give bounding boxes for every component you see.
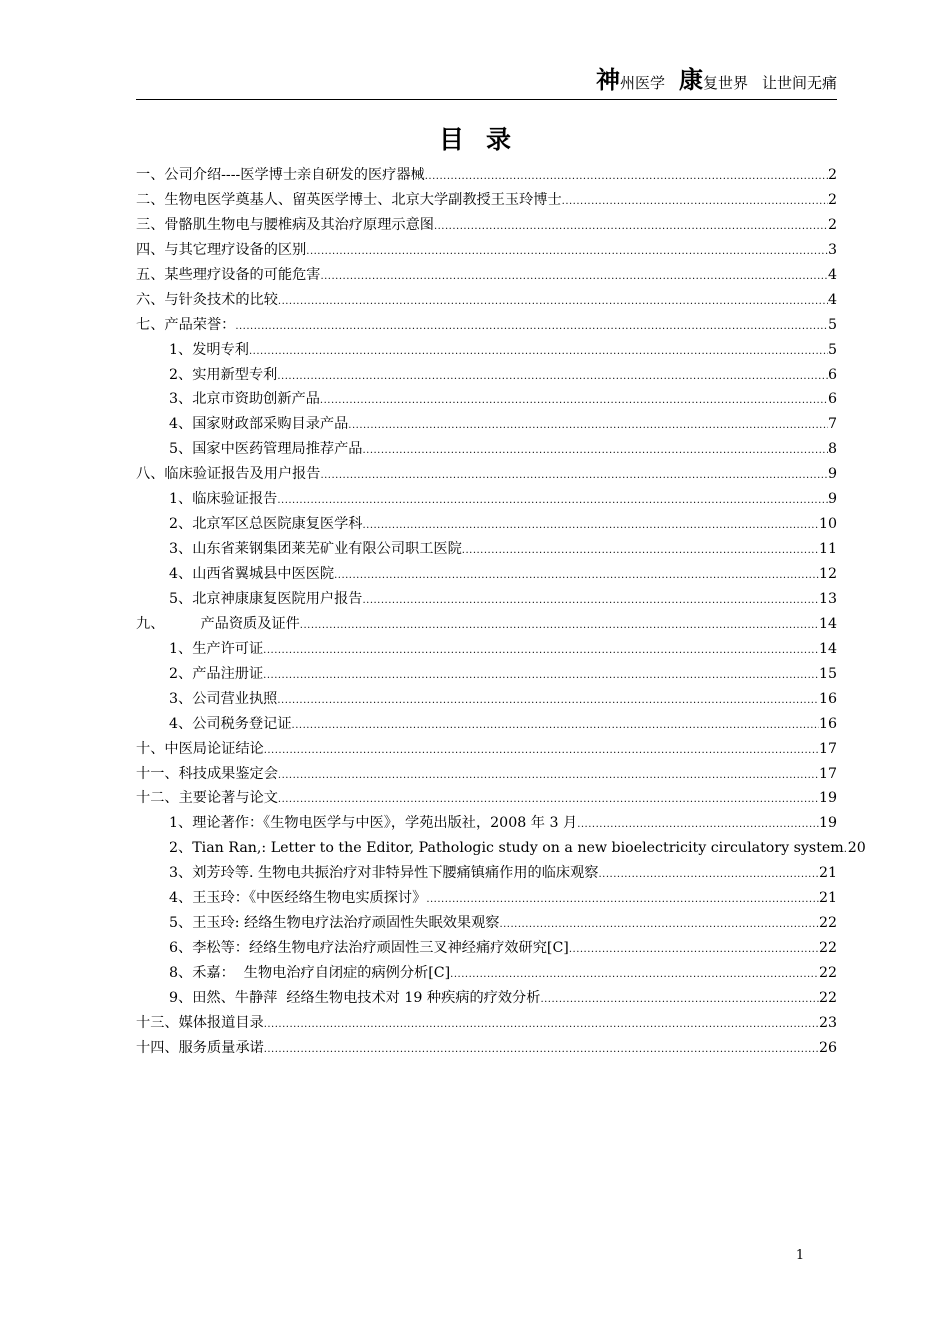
- toc-entry-title: 七、产品荣誉：: [136, 316, 236, 333]
- toc-entry-title: 1、理论著作：《生物电医学与中医》，学苑出版社，2008 年 3 月: [169, 815, 578, 832]
- toc-leader-dots: [263, 639, 819, 664]
- toc-leader-dots: [348, 414, 828, 439]
- toc-entry-page: 22: [818, 915, 837, 932]
- page-number: 1: [795, 1248, 805, 1263]
- toc-leader-dots: [277, 689, 819, 714]
- toc-leader-dots: [540, 988, 819, 1013]
- toc-entry-page: 7: [827, 416, 837, 433]
- toc-leader-dots: [300, 614, 819, 639]
- table-of-contents: [136, 163, 866, 1061]
- toc-entry-title: 六、与针灸技术的比较: [136, 291, 278, 308]
- toc-entry[interactable]: [136, 786, 837, 811]
- toc-entry-title: 8、禾嘉： 生物电治疗自闭症的病例分析[C]: [169, 965, 451, 981]
- toc-entry[interactable]: [136, 861, 837, 886]
- toc-leader-dots: [264, 1038, 819, 1063]
- toc-entry-title: 5、王玉玲: 经络生物电疗法治疗顽固性失眠效果观察: [169, 915, 500, 932]
- toc-entry-page: 17: [818, 765, 837, 782]
- toc-entry[interactable]: [136, 462, 837, 487]
- toc-entry-page: 6: [827, 366, 837, 383]
- toc-entry[interactable]: [136, 363, 837, 388]
- toc-entry-page: 8: [827, 441, 837, 458]
- toc-entry[interactable]: [136, 437, 837, 462]
- toc-entry-title: 6、李松等：经络生物电疗法治疗顽固性三叉神经痛疗效研究[C]: [169, 940, 569, 957]
- toc-leader-dots: [292, 714, 819, 739]
- toc-entry[interactable]: [136, 687, 837, 712]
- toc-entry-page: 5: [827, 316, 837, 333]
- toc-entry-title: 3、刘芳玲等. 生物电共振治疗对非特异性下腰痛镇痛作用的临床观察: [169, 865, 599, 882]
- toc-entry[interactable]: [136, 387, 837, 412]
- toc-entry-title: 3、山东省莱钢集团莱芜矿业有限公司职工医院: [169, 541, 462, 558]
- header-char-shen: 神: [595, 66, 620, 94]
- toc-entry-title: 2、产品注册证: [169, 665, 264, 682]
- toc-entry-title: 十四、服务质量承诺: [136, 1039, 264, 1056]
- toc-entry-title: 4、山西省翼城县中医医院: [169, 566, 335, 582]
- toc-leader-dots: [426, 888, 819, 913]
- toc-entry-title: 1、生产许可证: [169, 640, 264, 657]
- toc-entry[interactable]: [136, 288, 837, 313]
- toc-entry[interactable]: [136, 811, 837, 836]
- toc-entry-title: 十一、科技成果鉴定会: [136, 765, 278, 782]
- toc-entry-title: 三、骨骼肌生物电与腰椎病及其治疗原理示意图: [136, 216, 434, 233]
- toc-entry-page: 22: [818, 989, 837, 1006]
- toc-entry-title: 一、公司介绍----医学博士亲自研发的医疗器械: [136, 167, 425, 183]
- header-text-2: 复世界: [702, 74, 748, 92]
- toc-entry-page: 3: [827, 241, 837, 258]
- toc-entry-title: 1、临床验证报告: [169, 491, 278, 508]
- toc-leader-dots: [264, 1013, 819, 1038]
- toc-entry-page: 20: [847, 840, 866, 857]
- page-header: [136, 68, 837, 100]
- toc-entry-title: 4、王玉玲：《中医经络生物电实质探讨》: [169, 890, 427, 907]
- toc-entry[interactable]: [136, 213, 837, 238]
- toc-leader-dots: [235, 315, 828, 340]
- toc-entry-page: 11: [818, 541, 837, 558]
- toc-leader-dots: [362, 439, 828, 464]
- toc-leader-dots: [320, 265, 828, 290]
- toc-entry-title: 5、北京神康康复医院用户报告: [169, 590, 363, 607]
- toc-entry[interactable]: [136, 612, 837, 637]
- toc-entry-page: 2: [827, 216, 837, 233]
- toc-entry-page: 2: [827, 167, 837, 183]
- toc-entry-page: 19: [818, 815, 837, 832]
- toc-entry[interactable]: [136, 338, 837, 363]
- toc-entry-title: 二、生物电医学奠基人、留英医学博士、北京大学副教授王玉玲博士: [136, 191, 562, 208]
- header-char-kang: 康: [678, 66, 703, 94]
- toc-leader-dots: [499, 913, 818, 938]
- toc-leader-dots: [277, 365, 828, 390]
- toc-entry[interactable]: [136, 188, 837, 213]
- toc-entry-page: 12: [818, 566, 837, 582]
- toc-entry-page: 21: [818, 865, 837, 882]
- toc-leader-dots: [278, 788, 819, 813]
- toc-entry[interactable]: [136, 537, 837, 562]
- toc-entry-page: 17: [818, 740, 837, 757]
- toc-entry-page: 9: [827, 466, 837, 483]
- toc-entry-page: 2: [827, 191, 837, 208]
- toc-entry-page: 4: [827, 291, 837, 308]
- toc-entry[interactable]: [136, 712, 837, 737]
- toc-leader-dots: [278, 290, 828, 315]
- toc-entry-page: 21: [818, 890, 837, 907]
- toc-entry-page: 16: [818, 690, 837, 707]
- toc-entry-page: 13: [818, 590, 837, 607]
- toc-entry[interactable]: [136, 911, 837, 936]
- toc-leader-dots: [450, 963, 819, 988]
- toc-leader-dots: [569, 938, 819, 963]
- toc-entry[interactable]: [136, 1011, 837, 1036]
- toc-entry-title: 2、实用新型专利: [169, 366, 278, 383]
- toc-entry[interactable]: [136, 986, 837, 1011]
- toc-entry-title: 2、Tian Ran,: Letter to the Editor, Pathologic study on a new bioelectricity circulatory system: [169, 840, 844, 857]
- toc-entry-page: 26: [818, 1039, 837, 1056]
- toc-leader-dots: [249, 340, 828, 365]
- toc-entry-page: 6: [827, 391, 837, 408]
- toc-leader-dots: [362, 589, 818, 614]
- page-title: 目录: [438, 125, 533, 154]
- toc-entry-title: 八、临床验证报告及用户报告: [136, 466, 321, 483]
- toc-entry-page: 10: [818, 516, 837, 533]
- toc-leader-dots: [278, 764, 819, 789]
- toc-entry[interactable]: [136, 836, 866, 861]
- toc-entry[interactable]: [136, 562, 837, 587]
- toc-entry[interactable]: [136, 587, 837, 612]
- toc-entry[interactable]: [136, 487, 837, 512]
- header-slogan: [596, 60, 837, 95]
- toc-leader-dots: [264, 739, 819, 764]
- toc-leader-dots: [599, 863, 819, 888]
- toc-entry-page: 9: [827, 491, 837, 508]
- toc-entry[interactable]: [136, 238, 837, 263]
- toc-leader-dots: [577, 813, 819, 838]
- toc-entry-title: 3、公司营业执照: [169, 690, 278, 707]
- toc-entry-title: 4、国家财政部采购目录产品: [169, 416, 349, 433]
- toc-leader-dots: [263, 664, 819, 689]
- toc-entry[interactable]: [136, 936, 837, 961]
- toc-entry[interactable]: [136, 637, 837, 662]
- toc-leader-dots: [362, 514, 818, 539]
- toc-leader-dots: [434, 215, 828, 240]
- toc-entry-title: 五、某些理疗设备的可能危害: [136, 266, 321, 283]
- toc-entry-title: 十三、媒体报道目录: [136, 1014, 264, 1031]
- toc-entry[interactable]: [136, 1036, 837, 1061]
- toc-entry-title: 十二、主要论著与论文: [136, 790, 278, 807]
- toc-entry[interactable]: [136, 886, 837, 911]
- toc-entry-page: 15: [818, 665, 837, 682]
- toc-entry-page: 16: [818, 715, 837, 732]
- toc-entry-title: 四、与其它理疗设备的区别: [136, 241, 307, 258]
- toc-leader-dots: [334, 564, 819, 589]
- header-text-3: 让世间无痛: [761, 74, 837, 92]
- toc-entry-page: 14: [818, 615, 837, 632]
- toc-entry[interactable]: [136, 512, 837, 537]
- toc-entry-page: 22: [818, 965, 837, 981]
- toc-leader-dots: [306, 240, 828, 265]
- toc-entry[interactable]: [136, 313, 837, 338]
- toc-entry-title: 4、公司税务登记证: [169, 715, 292, 732]
- toc-entry[interactable]: [136, 762, 837, 787]
- toc-leader-dots: [425, 165, 828, 190]
- toc-entry-page: 4: [827, 266, 837, 283]
- toc-entry-title: 九、 产品资质及证件: [136, 615, 300, 632]
- toc-entry-title: 1、发明专利: [169, 341, 249, 358]
- toc-entry[interactable]: [136, 961, 837, 986]
- toc-entry[interactable]: [136, 737, 837, 762]
- toc-entry-page: 19: [818, 790, 837, 807]
- toc-entry-page: 23: [818, 1014, 837, 1031]
- toc-leader-dots: [320, 464, 828, 489]
- toc-entry-title: 5、国家中医药管理局推荐产品: [169, 441, 363, 458]
- toc-entry-title: 3、北京市资助创新产品: [169, 391, 320, 408]
- toc-leader-dots: [277, 489, 828, 514]
- toc-leader-dots: [462, 539, 819, 564]
- toc-entry-page: 22: [818, 940, 837, 957]
- toc-leader-dots: [320, 389, 828, 414]
- toc-entry-page: 5: [827, 341, 837, 358]
- toc-leader-dots: [562, 190, 828, 215]
- toc-entry[interactable]: [136, 412, 837, 437]
- toc-entry[interactable]: [136, 263, 837, 288]
- toc-entry-title: 9、田然、牛静萍 经络生物电技术对 19 种疾病的疗效分析: [169, 989, 541, 1006]
- toc-entry-page: 14: [818, 640, 837, 657]
- header-text-1: 州医学: [619, 74, 665, 92]
- toc-entry[interactable]: [136, 163, 837, 188]
- toc-entry-title: 2、北京军区总医院康复医学科: [169, 516, 363, 533]
- toc-entry[interactable]: [136, 662, 837, 687]
- toc-entry-title: 十、中医局论证结论: [136, 740, 264, 757]
